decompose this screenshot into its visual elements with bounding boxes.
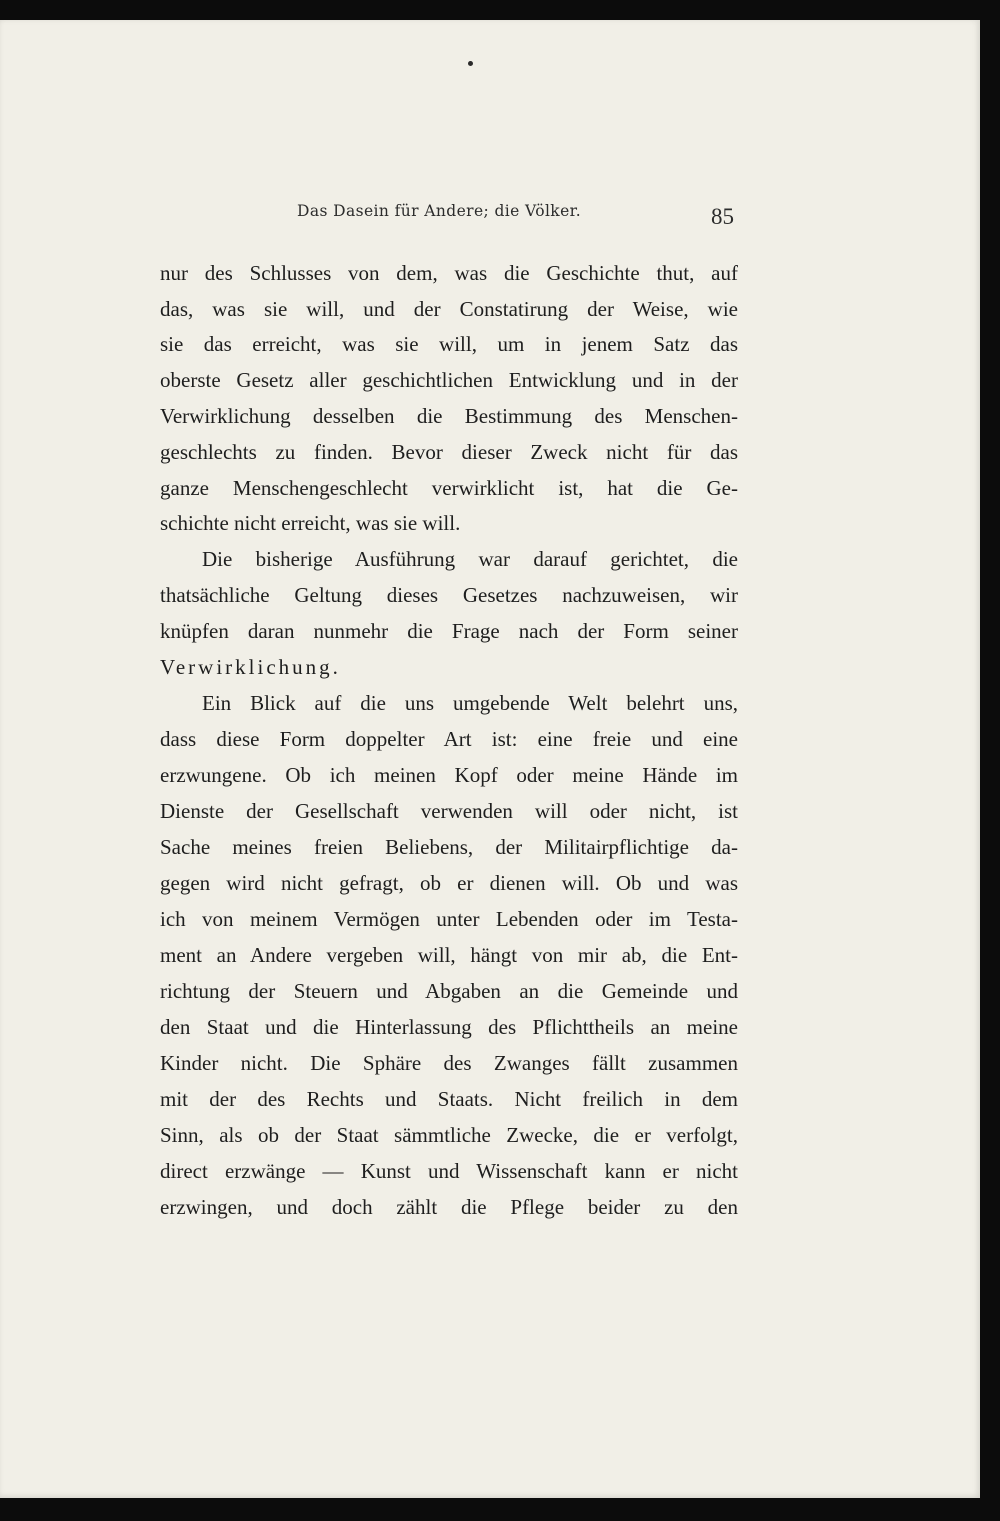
text-line: Sache meines freien Beliebens, der Militairpflichtige da- bbox=[160, 835, 738, 859]
text-line: richtung der Steuern und Abgaben an die Gemeinde und bbox=[160, 979, 738, 1003]
text-line: den Staat und die Hinterlassung des Pflichttheils an meine bbox=[160, 1015, 738, 1039]
text-line: ganze Menschengeschlecht verwirklicht ist, hat die Ge- bbox=[160, 476, 738, 500]
text-line: knüpfen daran nunmehr die Frage nach der Form seiner bbox=[160, 619, 738, 643]
text-line: Dienste der Gesellschaft verwenden will oder nicht, ist bbox=[160, 799, 738, 823]
text-line: ich von meinem Vermögen unter Lebenden oder im Testa- bbox=[160, 907, 738, 931]
text-line: sie das erreicht, was sie will, um in jenem Satz das bbox=[160, 332, 738, 356]
running-head: Das Dasein für Andere; die Völker. bbox=[297, 202, 582, 220]
text-line: Ein Blick auf die uns umgebende Welt belehrt uns, bbox=[202, 691, 738, 715]
text-line: mit der des Rechts und Staats. Nicht freilich in dem bbox=[160, 1087, 738, 1111]
text-line: ment an Andere vergeben will, hängt von mir ab, die Ent- bbox=[160, 943, 738, 967]
text-line: oberste Gesetz aller geschichtlichen Entwicklung und in der bbox=[160, 368, 738, 392]
text-line: direct erzwänge — Kunst und Wissenschaft kann er nicht bbox=[160, 1159, 738, 1183]
text-line: geschlechts zu finden. Bevor dieser Zweck nicht für das bbox=[160, 440, 738, 464]
text-line: schichte nicht erreicht, was sie will. bbox=[160, 511, 461, 535]
text-line: das, was sie will, und der Constatirung der Weise, wie bbox=[160, 297, 738, 321]
text-line: Kinder nicht. Die Sphäre des Zwanges fällt zusammen bbox=[160, 1051, 738, 1075]
text-line: Verwirklichung desselben die Bestimmung des Menschen- bbox=[160, 404, 738, 428]
text-line: thatsächliche Geltung dieses Gesetzes nachzuweisen, wir bbox=[160, 583, 738, 607]
text-line: erzwingen, und doch zählt die Pflege beider zu den bbox=[160, 1195, 738, 1219]
text-line: Die bisherige Ausführung war darauf gerichtet, die bbox=[202, 547, 738, 571]
text-line: dass diese Form doppelter Art ist: eine freie und eine bbox=[160, 727, 738, 751]
text-line: nur des Schlusses von dem, was die Geschichte thut, auf bbox=[160, 261, 738, 285]
ink-speck bbox=[468, 61, 473, 66]
text-line: erzwungene. Ob ich meinen Kopf oder meine Hände im bbox=[160, 763, 738, 787]
text-line: Sinn, als ob der Staat sämmtliche Zwecke, die er verfolgt, bbox=[160, 1123, 738, 1147]
page-number: 85 bbox=[711, 204, 734, 229]
text-line: Verwirklichung. bbox=[160, 655, 341, 679]
book-page bbox=[0, 20, 980, 1498]
text-line: gegen wird nicht gefragt, ob er dienen will. Ob und was bbox=[160, 871, 738, 895]
